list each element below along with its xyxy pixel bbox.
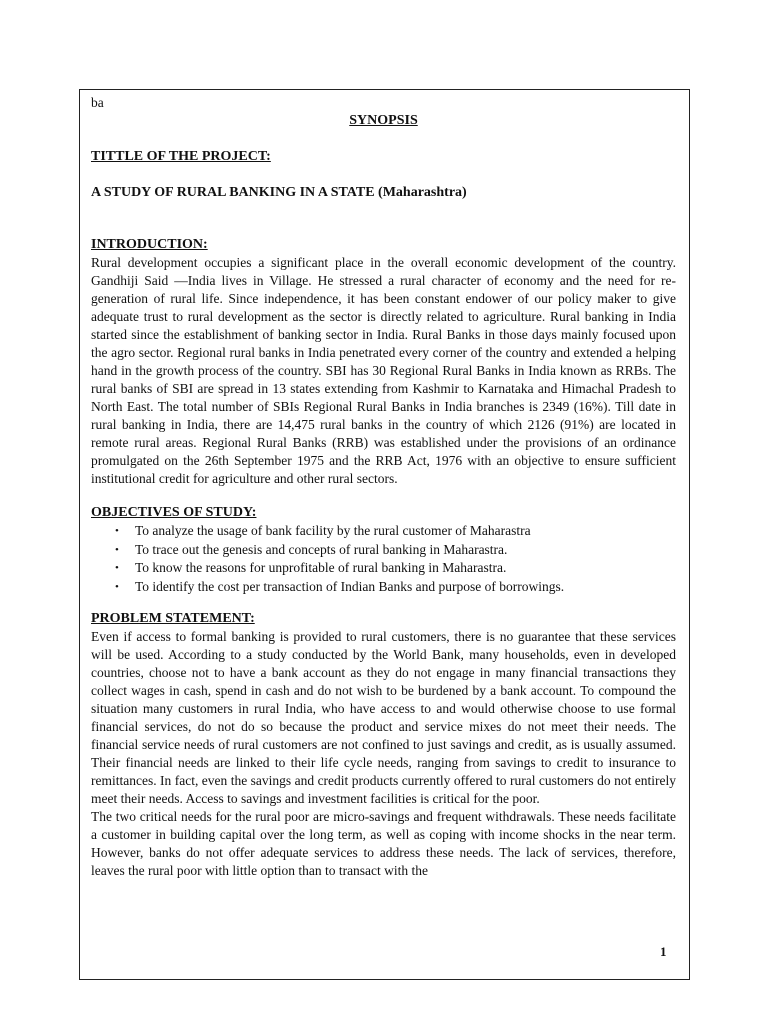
list-item [115,541,676,560]
objective-text: To know the reasons for unprofitable of rural banking in Maharastra. [135,560,507,575]
bullet-icon: • [115,562,119,574]
objectives-list [91,522,676,596]
introduction-heading: INTRODUCTION: [91,237,208,252]
list-item [115,578,676,597]
list-item [115,522,676,541]
document-content [91,94,676,880]
problem-paragraph-2: The two critical needs for the rural poor are micro-savings and frequent withdrawals. These needs facilitate a customer in building capital over the long term, as well as coping with income shocks in the near term. However, banks do not offer adequate services to address these needs. The lack of services, therefore, leaves the rural poor with little option than to transact with the [91,809,676,878]
bullet-icon: • [115,543,119,556]
project-title-label: TITTLE OF THE PROJECT: [91,149,271,164]
corner-text: ba [91,95,104,110]
problem-statement-heading: PROBLEM STATEMENT: [91,611,255,626]
synopsis-heading: SYNOPSIS [349,113,418,128]
objectives-heading: OBJECTIVES OF STUDY: [91,505,257,520]
bullet-icon: • [115,525,119,537]
page-number: 1 [660,944,667,959]
project-title: A STUDY OF RURAL BANKING IN A STATE (Maharashtra) [91,185,467,200]
list-item [115,559,676,578]
objective-text: To analyze the usage of bank facility by the rural customer of Maharastra [135,523,531,538]
objective-text: To trace out the genesis and concepts of rural banking in Maharastra. [135,541,508,557]
objective-text: To identify the cost per transaction of Indian Banks and purpose of borrowings. [135,578,565,594]
introduction-paragraph: Rural development occupies a significant place in the overall economic development of the country. Gandhiji Said —India lives in Village. He stressed a rural character of economy and the need for re-generation of rural life. Since independence, it has been constant endower of our policy maker to give adequate trust to rural development as the sector is directly related to agriculture. Rural banking in India started since the establishment of banking sector in India. Rural Banks in those days mainly focused upon the agro sector. Regional rural banks in India penetrated every corner of the country and extended a helping hand in the growth process of the country. SBI has 30 Regional Rural Banks in India known as RRBs. The rural banks of SBI are spread in 13 states extending from Kashmir to Karnataka and Himachal Pradesh to North East. The total number of SBIs Regional Rural Banks in India branches is 2349 (16%). Till date in rural banking in India, there are 14,475 rural banks in the country of which 2126 (91%) are located in remote rural areas. Regional Rural Banks (RRB) was established under the provisions of an ordinance promulgated on the 26th September 1975 and the RRB Act, 1976 with an objective to ensure sufficient institutional credit for agriculture and other rural sectors. [91,255,676,486]
bullet-icon: • [115,580,119,593]
problem-paragraph-1: Even if access to formal banking is provided to rural customers, there is no guarantee that these services will be used. According to a study conducted by the World Bank, many households, even in developed countries, choose not to have a bank account as they do not engage in many financial transactions they collect wages in cash, spend in cash and do not wish to be burdened by a bank account. To compound the situation many customers in rural India, who have access to and would otherwise choose to use formal financial services, do not do so because the product and service mixes do not meet their needs. The financial service needs of rural customers are not confined to just savings and credit, as is usually assumed. Their financial needs are linked to their life cycle needs, ranging from savings to credit to insurance to remittances. In fact, even the savings and credit products currently offered to rural customers do not entirely meet their needs. Access to savings and investment facilities is critical for the poor. [91,629,676,806]
